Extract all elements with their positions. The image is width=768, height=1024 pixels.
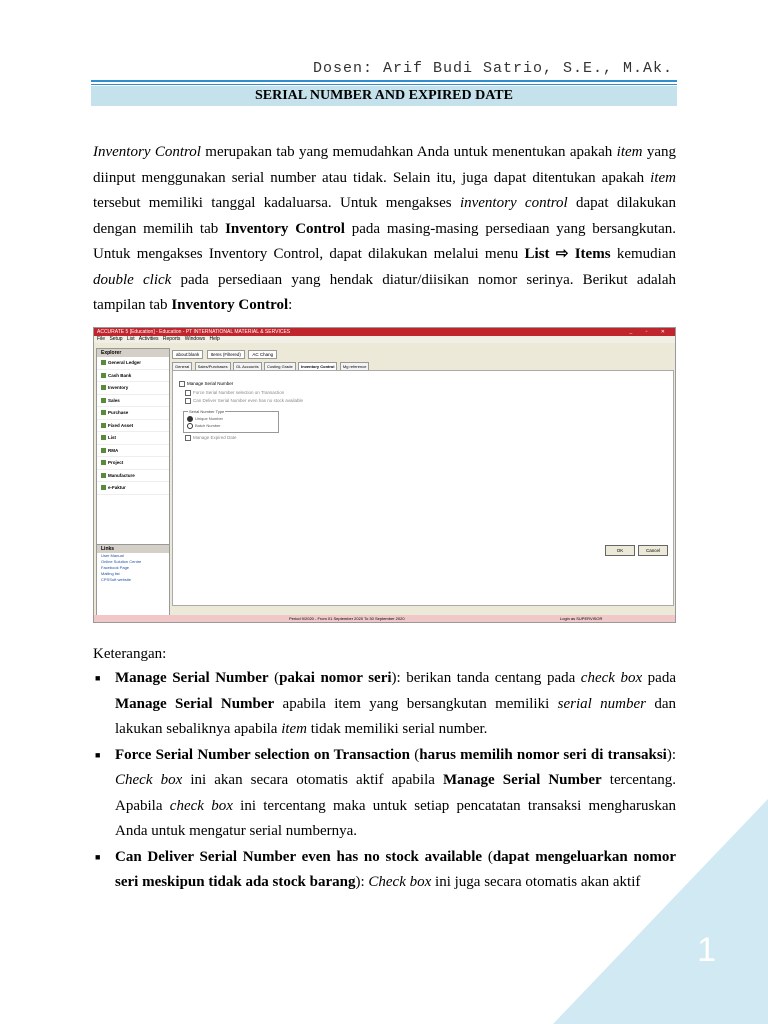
explorer-item[interactable]: General Ledger xyxy=(97,357,169,370)
checkbox-icon xyxy=(185,435,191,441)
explorer-item[interactable]: Fixed Asset xyxy=(97,420,169,433)
bullet-icon: ■ xyxy=(95,749,101,760)
serial-type-group xyxy=(183,411,279,433)
module-icon xyxy=(101,398,106,403)
status-period: Period 9/2020 - From 01 September 2020 To 30 September 2020 xyxy=(289,616,405,621)
explorer-item[interactable]: Manufacture xyxy=(97,470,169,483)
explorer-item[interactable]: Inventory xyxy=(97,382,169,395)
link-item[interactable]: CPSSoft website xyxy=(101,577,132,582)
module-icon xyxy=(101,435,106,440)
header-rule-top xyxy=(91,80,677,82)
list-item: ■ Can Deliver Serial Number even has no stock available (dapat mengeluarkan nomor seri meskipun tidak ada stock barang): Check box ini juga secara otomatis akan aktif xyxy=(93,845,676,896)
tab-inventory-control[interactable]: Inventory Control xyxy=(298,362,337,371)
app-title: ACCURATE 5 [Education] - Education - PT INTERNATIONAL MATERIAL & SERVICES xyxy=(97,329,291,335)
module-icon xyxy=(101,423,106,428)
manage-serial-checkbox[interactable]: Manage Serial Number xyxy=(179,381,233,387)
module-icon xyxy=(101,410,106,415)
serial-type-label: Serial Number Type xyxy=(189,409,225,414)
page-number: 1 xyxy=(697,931,716,969)
explorer-item[interactable]: Project xyxy=(97,457,169,470)
form-tab[interactable]: GL Accounts xyxy=(233,362,262,371)
form-tab[interactable]: General xyxy=(172,362,192,371)
doc-tab[interactable]: Items (Filtered) xyxy=(207,350,245,359)
ok-button[interactable]: OK xyxy=(605,545,635,556)
app-menubar[interactable]: File Setup List Activities Reports Windows Help xyxy=(94,336,675,343)
checkbox-icon xyxy=(179,381,185,387)
link-item[interactable]: Facebook Page xyxy=(101,565,130,570)
app-titlebar xyxy=(94,328,675,336)
list-item: ■ Force Serial Number selection on Transaction (harus memilih nomor seri di transaksi): Check box ini akan secara otomatis aktif apabila Manage Serial Number tercentang. Apabila check box ini tercentang maka untuk setiap pencatatan transaksi mengharuskan Anda untuk mengatur serial numbernya. xyxy=(93,743,676,845)
explorer-title: Explorer xyxy=(97,349,169,357)
manage-expired-checkbox[interactable]: Manage Expired Date xyxy=(185,435,237,441)
bullet-icon: ■ xyxy=(95,673,101,683)
form-tab[interactable]: Sales/Purchases xyxy=(195,362,231,371)
explorer-item[interactable]: e-Faktur xyxy=(97,482,169,495)
page-corner-decoration xyxy=(553,799,768,1024)
explorer-item[interactable]: List xyxy=(97,432,169,445)
link-item[interactable]: User Manual xyxy=(101,553,124,558)
window-controls[interactable]: _ ▫ ✕ xyxy=(629,329,671,335)
checkbox-icon xyxy=(185,390,191,396)
explorer-item[interactable]: Sales xyxy=(97,395,169,408)
radio-icon xyxy=(187,423,193,429)
radio-icon xyxy=(187,416,193,422)
bullet-icon: ■ xyxy=(95,851,101,862)
links-title: Links xyxy=(97,545,169,553)
module-icon xyxy=(101,373,106,378)
status-login: Login as SUPERVISOR xyxy=(560,616,603,621)
link-item[interactable]: Mailing list xyxy=(101,571,120,576)
explorer-item[interactable]: Cash Bank xyxy=(97,370,169,383)
force-serial-checkbox[interactable]: Force Serial Number selection on Transaction xyxy=(185,390,284,396)
cancel-button[interactable]: Cancel xyxy=(638,545,668,556)
inventory-control-panel xyxy=(172,370,674,606)
explorer-item[interactable]: RMA xyxy=(97,445,169,458)
module-icon xyxy=(101,473,106,478)
module-icon xyxy=(101,460,106,465)
section-title: SERIAL NUMBER AND EXPIRED DATE xyxy=(91,86,677,106)
doc-tab[interactable]: about:blank xyxy=(172,350,203,359)
deliver-serial-checkbox[interactable]: Can Deliver Serial Number even has no stock available xyxy=(185,398,303,404)
batch-number-radio[interactable]: Batch Number xyxy=(187,423,221,429)
document-tabs xyxy=(172,350,279,358)
accurate-screenshot xyxy=(93,327,676,623)
module-icon xyxy=(101,448,106,453)
status-bar xyxy=(94,615,675,622)
checkbox-icon xyxy=(185,398,191,404)
module-icon xyxy=(101,385,106,390)
intro-paragraph: Inventory Control merupakan tab yang memudahkan Anda untuk menentukan apakah item yang diinput menggunakan serial number atau tidak. Selain itu, juga dapat ditentukan apakah item tersebut memiliki tanggal kadaluarsa. Untuk mengakses inventory control dapat dilakukan dengan memilih tab Inventory Control pada masing-masing persediaan yang bersangkutan. Untuk mengakses Inventory Control, dapat dilakukan melalui menu List ⇨ Items kemudian double click pada persediaan yang hendak diatur/diisikan nomor serinya. Berikut adalah tampilan tab Inventory Control: xyxy=(93,144,676,313)
module-icon xyxy=(101,485,106,490)
unique-number-radio[interactable]: Unique Number xyxy=(187,416,223,422)
header-author: Dosen: Arif Budi Satrio, S.E., M.Ak. xyxy=(312,60,673,77)
list-item: ■ Manage Serial Number (pakai nomor seri): berikan tanda centang pada check box pada Manage Serial Number apabila item yang bersangkutan memiliki serial number dan lakukan sebaliknya apabila item tidak memiliki serial number. xyxy=(93,666,676,743)
link-item[interactable]: Online Solution Centre xyxy=(101,559,142,564)
doc-tab[interactable]: AC Chang xyxy=(248,350,277,359)
explorer-item[interactable]: Purchase xyxy=(97,407,169,420)
links-panel xyxy=(96,544,170,620)
header-rule-bottom xyxy=(91,84,677,85)
keterangan-heading: Keterangan: xyxy=(93,646,167,662)
form-tabs xyxy=(172,362,370,370)
form-tab[interactable]: Costing Grade xyxy=(264,362,296,371)
module-icon xyxy=(101,360,106,365)
form-tab[interactable]: Mg reference xyxy=(340,362,370,371)
